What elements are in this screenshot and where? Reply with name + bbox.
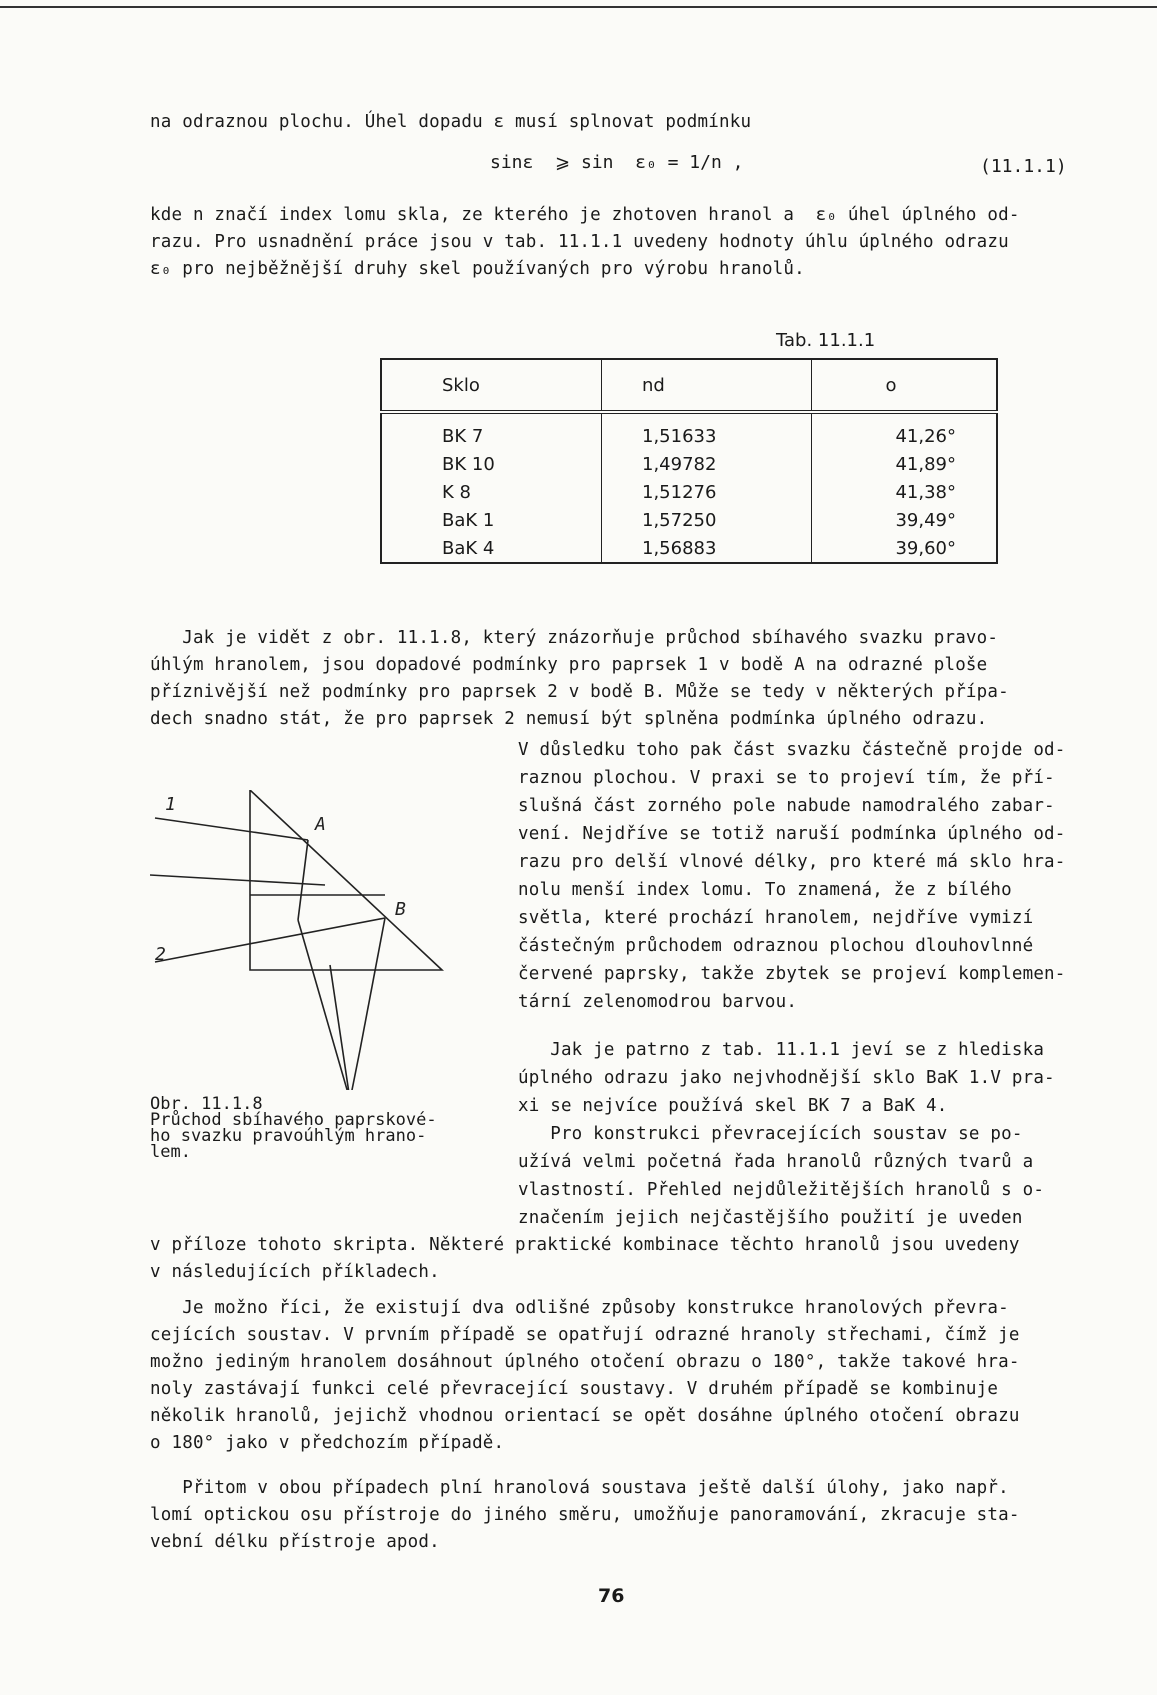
text-line: vlastností. Přehled nejdůležitějších hranolů s o- xyxy=(518,1180,1045,1200)
text-line: tární zelenomodrou barvou. xyxy=(518,992,798,1012)
text-line: v příloze tohoto skripta. Některé praktické kombinace těchto hranolů jsou uvedeny xyxy=(150,1235,1020,1255)
table-cell: 1,51633 xyxy=(602,412,812,450)
figure-caption-line: ho svazku pravoúhlým hrano- xyxy=(150,1126,427,1146)
top-rule xyxy=(0,6,1157,8)
text-line: dech snadno stát, že pro paprsek 2 nemusí být splněna podmínka úplného odrazu. xyxy=(150,709,988,729)
figure-caption-line: Průchod sbíhavého paprskové- xyxy=(150,1110,437,1130)
header-sklo: Sklo xyxy=(381,359,602,412)
table-cell: 1,49782 xyxy=(602,450,812,478)
text-line: Je možno říci, že existují dva odlišné způsoby konstrukce hranolových převra- xyxy=(150,1298,1009,1318)
text-line: úhlým hranolem, jsou dopadové podmínky pro paprsek 1 v bodě A na odrazné ploše xyxy=(150,655,988,675)
prism-outline xyxy=(250,790,442,970)
equation: sinε ⩾ sin ε₀ = 1/n , xyxy=(490,152,744,173)
text-line: na odraznou plochu. Úhel dopadu ε musí splnovat podmínku xyxy=(150,112,752,132)
table-cell: BK 10 xyxy=(381,450,602,478)
page-number: 76 xyxy=(598,1585,625,1607)
ray-2 xyxy=(155,918,385,962)
text-line: vení. Nejdříve se totiž naruší podmínka úplného od- xyxy=(518,824,1066,844)
table-cell: 39,60° xyxy=(812,534,998,563)
table-cell: BK 7 xyxy=(381,412,602,450)
table-cell: 41,38° xyxy=(812,478,998,506)
header-angle: o xyxy=(812,359,998,412)
text-line: Přitom v obou případech plní hranolová soustava ještě další úlohy, jako např. xyxy=(150,1478,1009,1498)
glass-table xyxy=(380,358,998,564)
table-cell: 1,56883 xyxy=(602,534,812,563)
equation-number: (11.1.1) xyxy=(980,156,1067,177)
text-line: vební délku přístroje apod. xyxy=(150,1532,440,1552)
text-line: Jak je patrno z tab. 11.1.1 jeví se z hlediska xyxy=(518,1040,1045,1060)
text-line: noly zastávají funkci celé převracející soustavy. V druhém případě se kombinuje xyxy=(150,1379,999,1399)
table-row xyxy=(381,534,997,563)
ray-1-exit xyxy=(298,920,350,1090)
table-row xyxy=(381,412,997,450)
text-line: částečným průchodem odraznou plochou dlouhovlnné xyxy=(518,936,1034,956)
table-row xyxy=(381,506,997,534)
text-line: užívá velmi početná řada hranolů různých tvarů a xyxy=(518,1152,1034,1172)
label-B: B xyxy=(395,899,406,920)
table-cell: 1,57250 xyxy=(602,506,812,534)
table-row xyxy=(381,450,997,478)
text-line: raznou plochou. V praxi se to projeví tím, že pří- xyxy=(518,768,1055,788)
text-line: o 180° jako v předchozím případě. xyxy=(150,1433,505,1453)
text-line: razu pro delší vlnové délky, pro které má sklo hra- xyxy=(518,852,1066,872)
prism-figure xyxy=(150,790,470,1090)
figure-caption-line: lem. xyxy=(150,1142,191,1162)
ray-1-reflected xyxy=(298,840,308,920)
header-nd: nd xyxy=(602,359,812,412)
text-line: razu. Pro usnadnění práce jsou v tab. 11.1.1 uvedeny hodnoty úhlu úplného odrazu xyxy=(150,232,1009,252)
text-line: příznivější než podmínky pro paprsek 2 v bodě B. Může se tedy v některých přípa- xyxy=(150,682,1009,702)
table-cell: BaK 4 xyxy=(381,534,602,563)
ray-2-exit xyxy=(350,1050,360,1090)
table-cell: 1,51276 xyxy=(602,478,812,506)
ray-1 xyxy=(155,818,308,840)
text-line: slušná část zorného pole nabude namodralého zabar- xyxy=(518,796,1055,816)
table-row xyxy=(381,478,997,506)
table-cell: K 8 xyxy=(381,478,602,506)
text-line: několik hranolů, jejichž vhodnou orientací se opět dosáhne úplného otočení obrazu xyxy=(150,1406,1020,1426)
text-line: úplného odrazu jako nejvhodnější sklo BaK 1.V pra- xyxy=(518,1068,1055,1088)
text-line: V důsledku toho pak část svazku částečně projde od- xyxy=(518,740,1066,760)
label-2: 2 xyxy=(155,944,166,965)
table-cell: 41,26° xyxy=(812,412,998,450)
text-line: možno jediným hranolem dosáhnout úplného otočení obrazu o 180°, takže takové hra- xyxy=(150,1352,1020,1372)
text-line: v následujících příkladech. xyxy=(150,1262,440,1282)
ray-2-reflected xyxy=(360,918,385,1050)
figure-caption xyxy=(150,1096,437,1160)
text-line: xi se nejvíce používá skel BK 7 a BaK 4. xyxy=(518,1096,948,1116)
text-line: cejících soustav. V prvním případě se opatřují odrazné hranoly střechami, čímž je xyxy=(150,1325,1020,1345)
text-line: Pro konstrukci převracejících soustav se po- xyxy=(518,1124,1023,1144)
text-line: světla, které prochází hranolem, nejdříve vymizí xyxy=(518,908,1034,928)
text-line: značením jejich nejčastějšího použití je uveden xyxy=(518,1208,1023,1228)
table-caption: Tab. 11.1.1 xyxy=(776,330,876,351)
text-line: Jak je vidět z obr. 11.1.8, který znázorňuje průchod sbíhavého svazku pravo- xyxy=(150,628,999,648)
converge-line xyxy=(330,965,350,1090)
text-line: kde n značí index lomu skla, ze kterého je zhotoven hranol a ε₀ úhel úplného od- xyxy=(150,205,1020,225)
text-line: ε₀ pro nejběžnější druhy skel používaných pro výrobu hranolů. xyxy=(150,259,805,279)
text-line: nolu menší index lomu. To znamená, že z bílého xyxy=(518,880,1012,900)
text-line: lomí optickou osu přístroje do jiného směru, umožňuje panoramování, zkracuje sta- xyxy=(150,1505,1020,1525)
figure-caption-line: Obr. 11.1.8 xyxy=(150,1094,263,1114)
table-cell: BaK 1 xyxy=(381,506,602,534)
table-cell: 39,49° xyxy=(812,506,998,534)
axis-line xyxy=(150,875,325,885)
label-1: 1 xyxy=(165,794,176,815)
text-line: červené paprsky, takže zbytek se projeví komplemen- xyxy=(518,964,1066,984)
table-cell: 41,89° xyxy=(812,450,998,478)
label-A: A xyxy=(315,814,326,835)
